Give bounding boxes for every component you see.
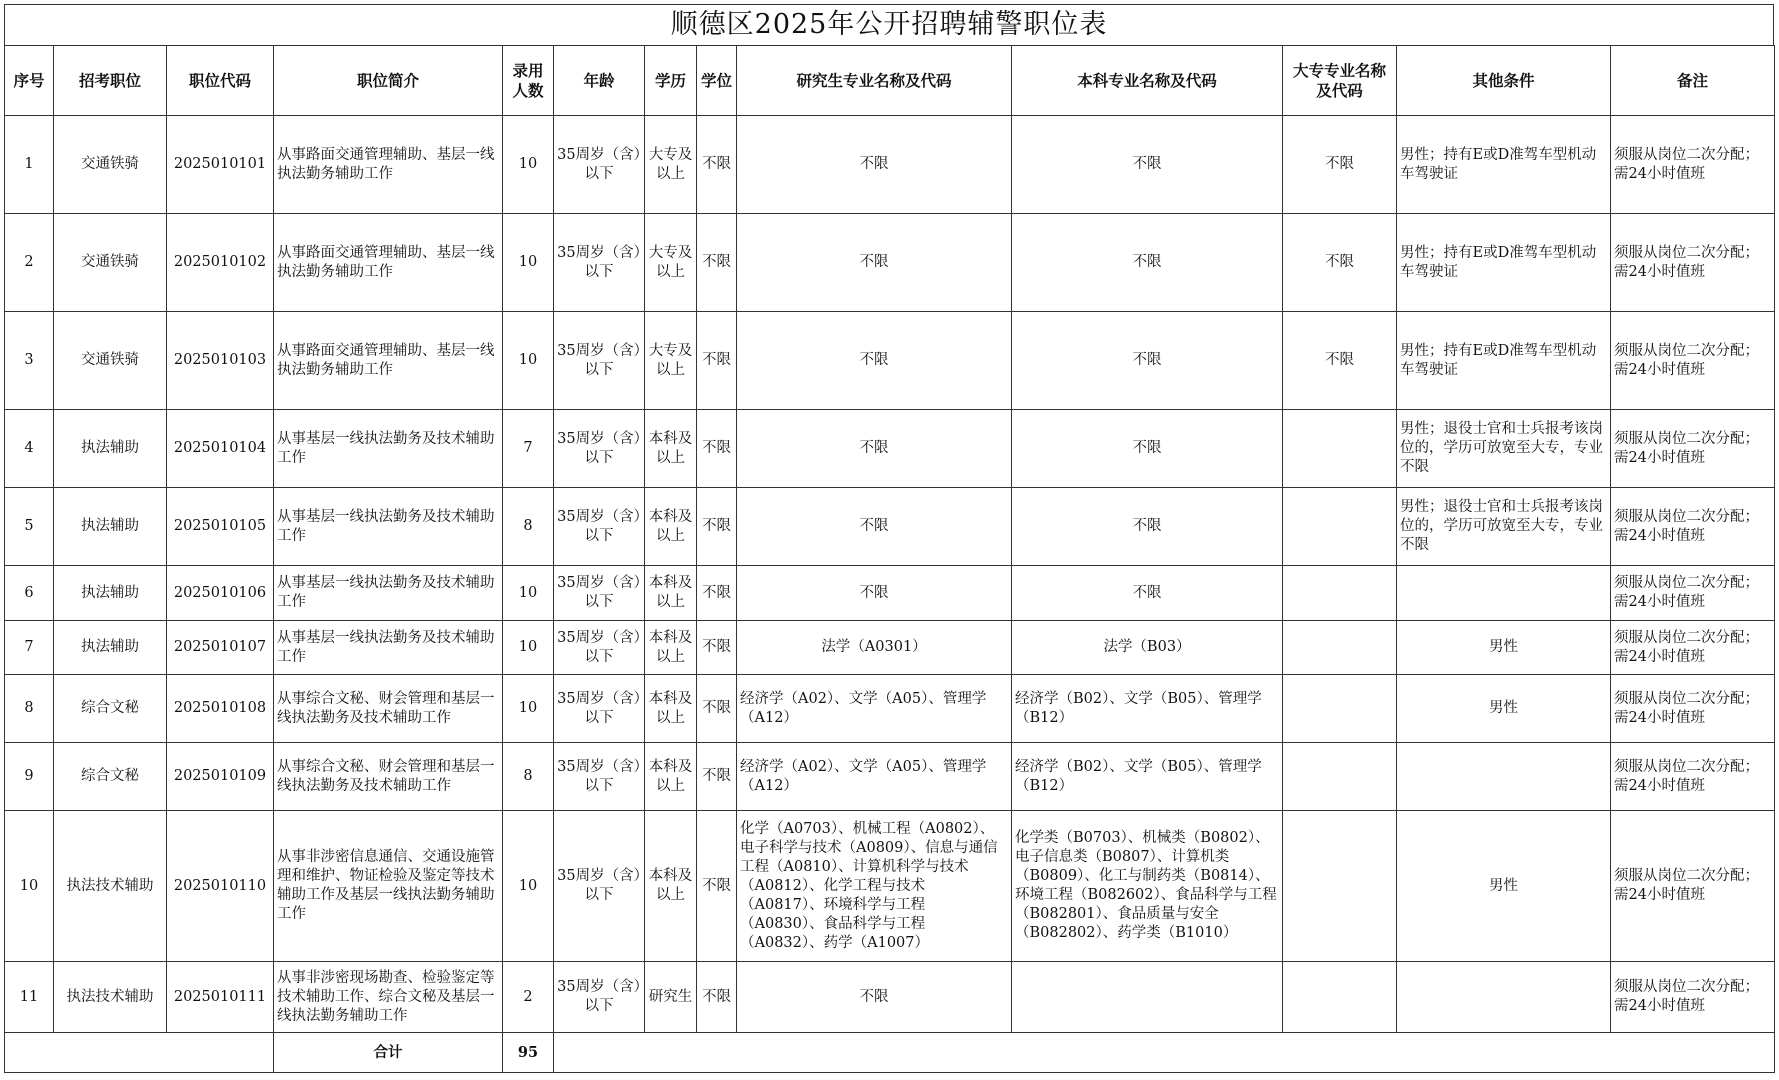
- hire-count-cell: 10: [503, 675, 554, 743]
- header-cell: 序号: [5, 46, 54, 116]
- table-row: [5, 214, 1775, 312]
- hire-count-cell: 10: [503, 214, 554, 312]
- position-intro-cell: 从事非涉密信息通信、交通设施管理和维护、物证检验及鉴定等技术辅助工作及基层一线执法勤务辅助工作: [274, 811, 503, 962]
- other-conditions-cell: [1397, 566, 1611, 621]
- position-intro-cell: 从事路面交通管理辅助、基层一线执法勤务辅助工作: [274, 214, 503, 312]
- age-limit-cell: 35周岁（含）以下: [554, 743, 645, 811]
- degree-cell: 不限: [697, 621, 737, 675]
- header-cell: 职位简介: [274, 46, 503, 116]
- row-number-cell: 9: [5, 743, 54, 811]
- degree-cell: 不限: [697, 675, 737, 743]
- table-title: 顺德区2025年公开招聘辅警职位表: [4, 4, 1774, 45]
- remarks-cell: 须服从岗位二次分配；需24小时值班: [1611, 811, 1775, 962]
- remarks-cell: 须服从岗位二次分配；需24小时值班: [1611, 566, 1775, 621]
- row-number-cell: 10: [5, 811, 54, 962]
- other-conditions-cell: 男性；退役士官和士兵报考该岗位的，学历可放宽至大专，专业不限: [1397, 488, 1611, 566]
- degree-cell: 不限: [697, 410, 737, 488]
- age-limit-cell: 35周岁（含）以下: [554, 811, 645, 962]
- graduate-major-cell: 不限: [737, 410, 1012, 488]
- bachelor-major-cell: 法学（B03）: [1012, 621, 1283, 675]
- education-cell: 本科及以上: [645, 811, 697, 962]
- position-name-cell: 执法辅助: [54, 488, 167, 566]
- position-name-cell: 执法技术辅助: [54, 962, 167, 1033]
- hire-count-cell: 2: [503, 962, 554, 1033]
- hire-count-cell: 8: [503, 488, 554, 566]
- other-conditions-cell: 男性；退役士官和士兵报考该岗位的，学历可放宽至大专，专业不限: [1397, 410, 1611, 488]
- bachelor-major-cell: [1012, 962, 1283, 1033]
- position-intro-cell: 从事综合文秘、财会管理和基层一线执法勤务及技术辅助工作: [274, 743, 503, 811]
- bachelor-major-cell: 不限: [1012, 488, 1283, 566]
- position-intro-cell: 从事基层一线执法勤务及技术辅助工作: [274, 566, 503, 621]
- position-code-cell: 2025010108: [167, 675, 274, 743]
- degree-cell: 不限: [697, 962, 737, 1033]
- header-cell: 研究生专业名称及代码: [737, 46, 1012, 116]
- position-code-cell: 2025010104: [167, 410, 274, 488]
- position-intro-cell: 从事基层一线执法勤务及技术辅助工作: [274, 410, 503, 488]
- position-intro-cell: 从事非涉密现场勘查、检验鉴定等技术辅助工作、综合文秘及基层一线执法勤务辅助工作: [274, 962, 503, 1033]
- graduate-major-cell: 不限: [737, 214, 1012, 312]
- education-cell: 大专及以上: [645, 214, 697, 312]
- education-cell: 本科及以上: [645, 675, 697, 743]
- college-major-cell: [1283, 675, 1397, 743]
- education-cell: 本科及以上: [645, 410, 697, 488]
- bachelor-major-cell: 不限: [1012, 312, 1283, 410]
- degree-cell: 不限: [697, 214, 737, 312]
- remarks-cell: 须服从岗位二次分配；需24小时值班: [1611, 675, 1775, 743]
- education-cell: 大专及以上: [645, 116, 697, 214]
- position-code-cell: 2025010105: [167, 488, 274, 566]
- education-cell: 大专及以上: [645, 312, 697, 410]
- position-code-cell: 2025010110: [167, 811, 274, 962]
- table-row: [5, 488, 1775, 566]
- bachelor-major-cell: 不限: [1012, 214, 1283, 312]
- row-number-cell: 3: [5, 312, 54, 410]
- remarks-cell: 须服从岗位二次分配；需24小时值班: [1611, 214, 1775, 312]
- header-row: [5, 46, 1775, 116]
- education-cell: 本科及以上: [645, 743, 697, 811]
- job-table: [4, 45, 1775, 1073]
- education-cell: 研究生: [645, 962, 697, 1033]
- age-limit-cell: 35周岁（含）以下: [554, 566, 645, 621]
- hire-count-cell: 10: [503, 621, 554, 675]
- graduate-major-cell: 不限: [737, 116, 1012, 214]
- other-conditions-cell: 男性；持有E或D准驾车型机动车驾驶证: [1397, 116, 1611, 214]
- remarks-cell: 须服从岗位二次分配；需24小时值班: [1611, 116, 1775, 214]
- age-limit-cell: 35周岁（含）以下: [554, 675, 645, 743]
- education-cell: 本科及以上: [645, 566, 697, 621]
- row-number-cell: 5: [5, 488, 54, 566]
- job-table-sheet: [4, 4, 1774, 1073]
- table-row: [5, 621, 1775, 675]
- remarks-cell: 须服从岗位二次分配；需24小时值班: [1611, 312, 1775, 410]
- graduate-major-cell: 经济学（A02）、文学（A05）、管理学（A12）: [737, 743, 1012, 811]
- header-cell: 年龄: [554, 46, 645, 116]
- table-row: [5, 312, 1775, 410]
- other-conditions-cell: [1397, 962, 1611, 1033]
- row-number-cell: 4: [5, 410, 54, 488]
- position-intro-cell: 从事综合文秘、财会管理和基层一线执法勤务及技术辅助工作: [274, 675, 503, 743]
- header-cell: 备注: [1611, 46, 1775, 116]
- age-limit-cell: 35周岁（含）以下: [554, 214, 645, 312]
- position-code-cell: 2025010107: [167, 621, 274, 675]
- table-row: [5, 743, 1775, 811]
- remarks-cell: 须服从岗位二次分配；需24小时值班: [1611, 962, 1775, 1033]
- header-cell: 招考职位: [54, 46, 167, 116]
- remarks-cell: 须服从岗位二次分配；需24小时值班: [1611, 621, 1775, 675]
- position-name-cell: 交通铁骑: [54, 116, 167, 214]
- other-conditions-cell: [1397, 743, 1611, 811]
- age-limit-cell: 35周岁（含）以下: [554, 621, 645, 675]
- table-row: [5, 116, 1775, 214]
- header-cell: 大专专业名称及代码: [1283, 46, 1397, 116]
- table-row: [5, 675, 1775, 743]
- position-name-cell: 执法辅助: [54, 410, 167, 488]
- row-number-cell: 8: [5, 675, 54, 743]
- position-code-cell: 2025010102: [167, 214, 274, 312]
- age-limit-cell: 35周岁（含）以下: [554, 312, 645, 410]
- college-major-cell: 不限: [1283, 214, 1397, 312]
- bachelor-major-cell: 不限: [1012, 410, 1283, 488]
- graduate-major-cell: 不限: [737, 312, 1012, 410]
- total-row: [5, 1033, 1775, 1073]
- position-code-cell: 2025010101: [167, 116, 274, 214]
- education-cell: 本科及以上: [645, 621, 697, 675]
- age-limit-cell: 35周岁（含）以下: [554, 410, 645, 488]
- college-major-cell: [1283, 410, 1397, 488]
- graduate-major-cell: 不限: [737, 488, 1012, 566]
- bachelor-major-cell: 经济学（B02）、文学（B05）、管理学（B12）: [1012, 675, 1283, 743]
- degree-cell: 不限: [697, 743, 737, 811]
- position-intro-cell: 从事路面交通管理辅助、基层一线执法勤务辅助工作: [274, 312, 503, 410]
- college-major-cell: [1283, 488, 1397, 566]
- remarks-cell: 须服从岗位二次分配；需24小时值班: [1611, 743, 1775, 811]
- hire-count-cell: 10: [503, 312, 554, 410]
- row-number-cell: 11: [5, 962, 54, 1033]
- position-name-cell: 交通铁骑: [54, 312, 167, 410]
- position-code-cell: 2025010103: [167, 312, 274, 410]
- degree-cell: 不限: [697, 566, 737, 621]
- position-intro-cell: 从事路面交通管理辅助、基层一线执法勤务辅助工作: [274, 116, 503, 214]
- table-row: [5, 566, 1775, 621]
- total-rest: [554, 1033, 1775, 1073]
- remarks-cell: 须服从岗位二次分配；需24小时值班: [1611, 410, 1775, 488]
- total-count: 95: [503, 1033, 554, 1073]
- other-conditions-cell: 男性；持有E或D准驾车型机动车驾驶证: [1397, 312, 1611, 410]
- graduate-major-cell: 化学（A0703）、机械工程（A0802）、电子科学与技术（A0809）、信息与通信工程（A0810）、计算机科学与技术（A0812）、化学工程与技术（A0817）、环境科学与工程（A0830）、食品科学与工程（A0832）、药学（A1007）: [737, 811, 1012, 962]
- position-intro-cell: 从事基层一线执法勤务及技术辅助工作: [274, 621, 503, 675]
- hire-count-cell: 10: [503, 811, 554, 962]
- position-name-cell: 综合文秘: [54, 743, 167, 811]
- table-row: [5, 962, 1775, 1033]
- header-cell: 其他条件: [1397, 46, 1611, 116]
- bachelor-major-cell: 化学类（B0703）、机械类（B0802）、电子信息类（B0807）、计算机类（B0809）、化工与制药类（B0814）、环境工程（B082602）、食品科学与工程（B082801）、食品质量与安全（B082802）、药学类（B1010）: [1012, 811, 1283, 962]
- college-major-cell: [1283, 743, 1397, 811]
- position-intro-cell: 从事基层一线执法勤务及技术辅助工作: [274, 488, 503, 566]
- position-code-cell: 2025010106: [167, 566, 274, 621]
- degree-cell: 不限: [697, 312, 737, 410]
- degree-cell: 不限: [697, 488, 737, 566]
- education-cell: 本科及以上: [645, 488, 697, 566]
- graduate-major-cell: 不限: [737, 962, 1012, 1033]
- table-row: [5, 410, 1775, 488]
- position-code-cell: 2025010109: [167, 743, 274, 811]
- graduate-major-cell: 不限: [737, 566, 1012, 621]
- header-cell: 学位: [697, 46, 737, 116]
- hire-count-cell: 10: [503, 566, 554, 621]
- hire-count-cell: 7: [503, 410, 554, 488]
- college-major-cell: 不限: [1283, 116, 1397, 214]
- bachelor-major-cell: 不限: [1012, 116, 1283, 214]
- row-number-cell: 6: [5, 566, 54, 621]
- row-number-cell: 1: [5, 116, 54, 214]
- college-major-cell: [1283, 566, 1397, 621]
- header-cell: 学历: [645, 46, 697, 116]
- college-major-cell: [1283, 621, 1397, 675]
- remarks-cell: 须服从岗位二次分配；需24小时值班: [1611, 488, 1775, 566]
- position-name-cell: 执法技术辅助: [54, 811, 167, 962]
- header-cell: 职位代码: [167, 46, 274, 116]
- graduate-major-cell: 法学（A0301）: [737, 621, 1012, 675]
- position-name-cell: 执法辅助: [54, 566, 167, 621]
- degree-cell: 不限: [697, 811, 737, 962]
- position-name-cell: 执法辅助: [54, 621, 167, 675]
- position-name-cell: 交通铁骑: [54, 214, 167, 312]
- college-major-cell: [1283, 962, 1397, 1033]
- bachelor-major-cell: 不限: [1012, 566, 1283, 621]
- position-code-cell: 2025010111: [167, 962, 274, 1033]
- degree-cell: 不限: [697, 116, 737, 214]
- college-major-cell: 不限: [1283, 312, 1397, 410]
- row-number-cell: 7: [5, 621, 54, 675]
- college-major-cell: [1283, 811, 1397, 962]
- other-conditions-cell: 男性: [1397, 675, 1611, 743]
- total-blank: [5, 1033, 274, 1073]
- header-cell: 本科专业名称及代码: [1012, 46, 1283, 116]
- other-conditions-cell: 男性: [1397, 811, 1611, 962]
- hire-count-cell: 8: [503, 743, 554, 811]
- bachelor-major-cell: 经济学（B02）、文学（B05）、管理学（B12）: [1012, 743, 1283, 811]
- other-conditions-cell: 男性: [1397, 621, 1611, 675]
- graduate-major-cell: 经济学（A02）、文学（A05）、管理学（A12）: [737, 675, 1012, 743]
- hire-count-cell: 10: [503, 116, 554, 214]
- age-limit-cell: 35周岁（含）以下: [554, 116, 645, 214]
- age-limit-cell: 35周岁（含）以下: [554, 488, 645, 566]
- position-name-cell: 综合文秘: [54, 675, 167, 743]
- other-conditions-cell: 男性；持有E或D准驾车型机动车驾驶证: [1397, 214, 1611, 312]
- header-cell: 录用人数: [503, 46, 554, 116]
- total-label: 合计: [274, 1033, 503, 1073]
- table-row: [5, 811, 1775, 962]
- age-limit-cell: 35周岁（含）以下: [554, 962, 645, 1033]
- row-number-cell: 2: [5, 214, 54, 312]
